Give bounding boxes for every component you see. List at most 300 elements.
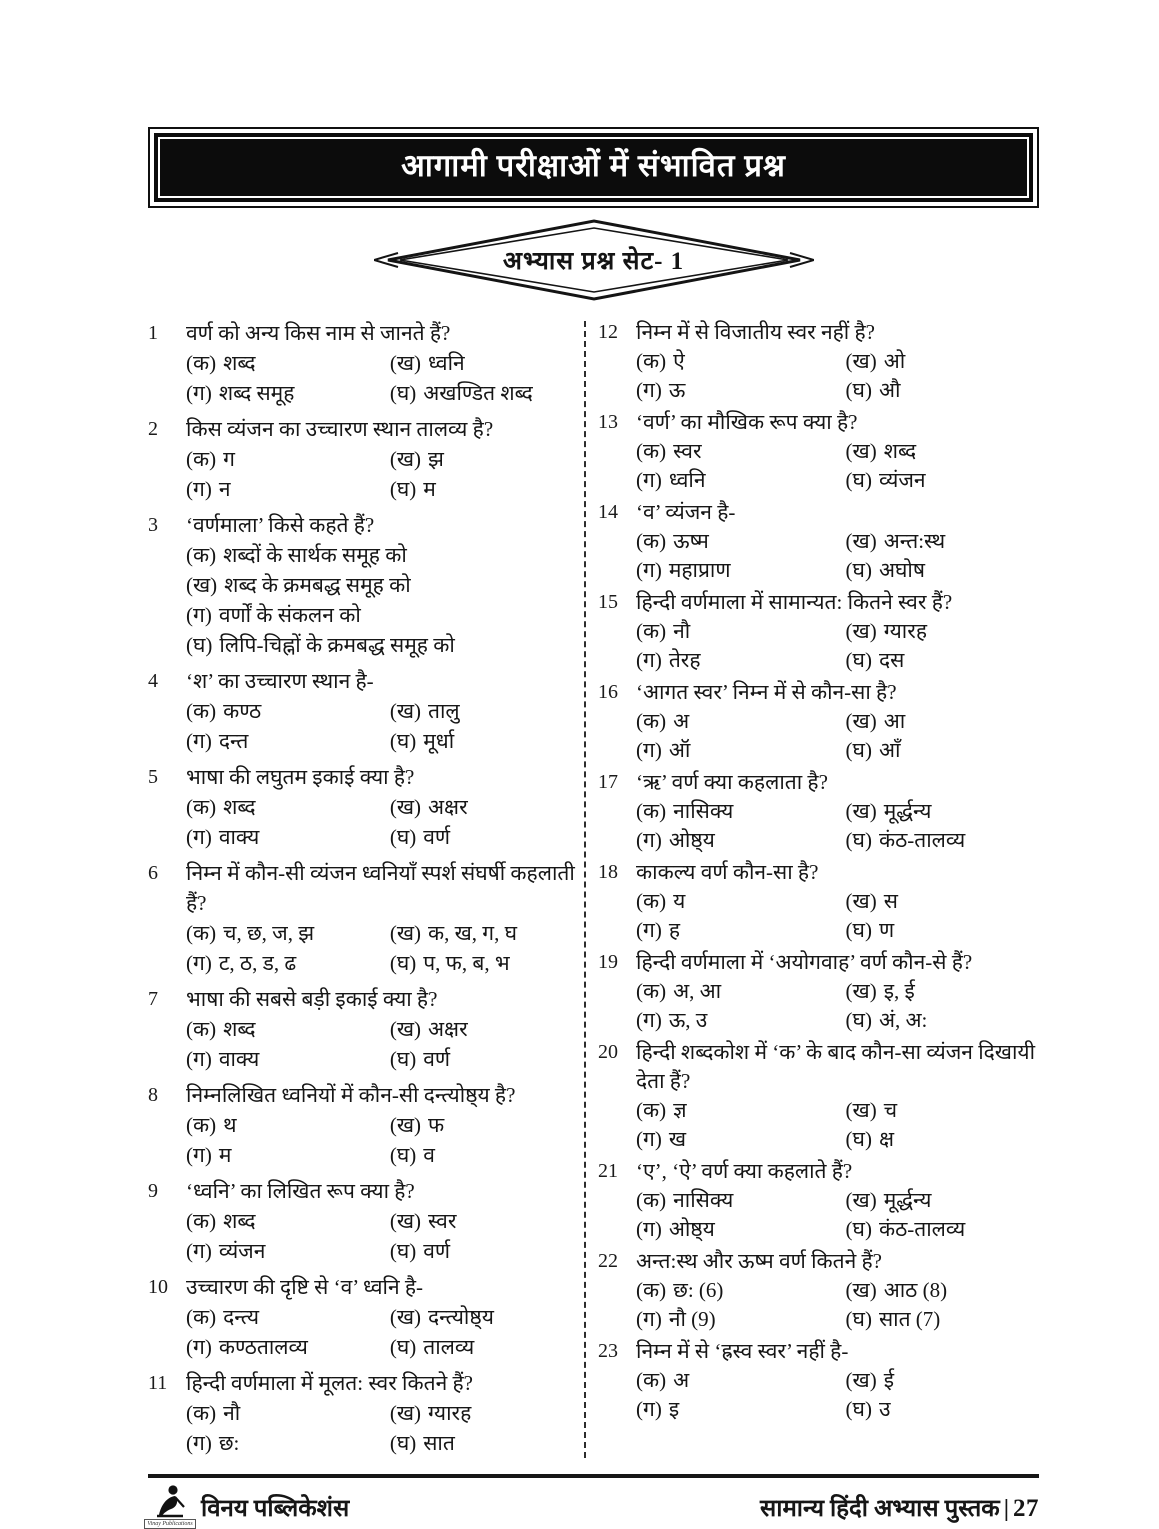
option-text: आँ: [878, 737, 901, 762]
option-label: (घ): [186, 632, 213, 657]
question-head: [148, 1368, 578, 1398]
banner: [148, 127, 1039, 208]
option-text: क्ष: [878, 1126, 895, 1151]
option-cell: [390, 444, 578, 474]
option-text: ओष्ठ्य: [668, 827, 715, 852]
question: [598, 858, 1039, 945]
option-label: (ग): [186, 476, 212, 501]
option-text: छ:: [218, 1430, 240, 1455]
option-cell: [390, 378, 578, 408]
option-label: (क): [636, 1367, 667, 1392]
option-text: य: [673, 888, 686, 913]
option-text: अन्त:स्थ: [883, 528, 946, 553]
question: [148, 318, 578, 408]
option-label: (ख): [389, 1112, 421, 1137]
option-label: (ग): [186, 1142, 212, 1167]
option-text: दन्त्योष्ठ्य: [428, 1304, 494, 1329]
question-text: हिन्दी वर्णमाला में मूलत: स्वर कितने हैं?: [186, 1370, 473, 1395]
option-label: (घ): [389, 1142, 417, 1167]
question-head: [598, 588, 1039, 617]
option-cell: [846, 347, 1039, 376]
banner-inner-frame: [158, 137, 1029, 198]
option-label: (घ): [845, 647, 872, 672]
option-label: (ख): [845, 1187, 877, 1212]
option-cell: [846, 1096, 1039, 1125]
option-label: (ग): [636, 377, 662, 402]
option-label: (ग): [636, 1306, 662, 1331]
question-number: 3: [148, 513, 158, 536]
option-text: शब्द के क्रमबद्ध समूह को: [224, 572, 411, 597]
option-cell: [186, 1428, 390, 1458]
option-label: (क): [186, 350, 217, 375]
option-label: (घ): [845, 917, 872, 942]
option-text: ऊष्म: [673, 528, 709, 553]
option-text: शब्द: [223, 350, 256, 375]
option-text: अक्षर: [428, 1016, 468, 1041]
option-cell: [636, 736, 846, 765]
option-cell: [846, 376, 1039, 405]
question: [148, 1176, 578, 1266]
option-label: (घ): [845, 377, 872, 402]
option-label: (ख): [845, 888, 877, 913]
option-label: (ख): [389, 920, 421, 945]
option-label: (ग): [636, 1396, 662, 1421]
practice-set-title: अभ्यास प्रश्न सेट- 1: [502, 247, 685, 275]
question-head: [598, 1038, 1039, 1096]
option-text: म: [218, 1142, 232, 1167]
option-cell: [186, 570, 578, 600]
option-label: (ग): [636, 737, 662, 762]
left-column: [148, 318, 578, 1464]
option-cell: [636, 797, 846, 826]
question-options: [636, 617, 1039, 675]
option-text: ओष्ठ्य: [668, 1216, 715, 1241]
question: [598, 1038, 1039, 1154]
question-text: किस व्यंजन का उच्चारण स्थान तालव्य है?: [186, 416, 494, 441]
question-options: [636, 887, 1039, 945]
option-label: (क): [186, 920, 217, 945]
option-cell: [846, 707, 1039, 736]
option-label: (ग): [636, 557, 662, 582]
option-label: (ग): [186, 602, 212, 627]
question: [148, 666, 578, 756]
question-options: [186, 792, 578, 852]
option-label: (ख): [845, 798, 877, 823]
option-text: तालव्य: [423, 1334, 475, 1359]
option-cell: [636, 1276, 846, 1305]
option-cell: [846, 1366, 1039, 1395]
option-text: प, फ, ब, भ: [423, 950, 510, 975]
option-text: च, छ, ज, झ: [223, 920, 315, 945]
option-cell: [636, 376, 846, 405]
option-label: (घ): [389, 476, 417, 501]
option-cell: [186, 918, 390, 948]
option-cell: [636, 1096, 846, 1125]
option-cell: [186, 1014, 390, 1044]
option-text: कंठ-तालव्य: [878, 1216, 966, 1241]
question-text: भाषा की लघुतम इकाई क्या है?: [186, 764, 415, 789]
option-label: (क): [186, 698, 217, 723]
option-label: (क): [636, 1277, 667, 1302]
option-cell: [186, 474, 390, 504]
option-text: ग्यारह: [428, 1400, 472, 1425]
question-options: [636, 527, 1039, 585]
option-cell: [636, 556, 846, 585]
question: [598, 1157, 1039, 1244]
option-cell: [390, 1332, 578, 1362]
question-number: 9: [148, 1179, 158, 1202]
option-text: कण्ठ: [223, 698, 262, 723]
option-cell: [186, 1206, 390, 1236]
page-title: आगामी परीक्षाओं में संभावित प्रश्न: [401, 148, 786, 183]
footer-book-info: [760, 1485, 1039, 1524]
question-options: [186, 918, 578, 978]
option-cell: [186, 1236, 390, 1266]
option-cell: [636, 1395, 846, 1424]
option-text: शब्द: [883, 438, 917, 463]
question-number: 14: [598, 500, 618, 523]
question: [148, 858, 578, 978]
option-cell: [390, 1140, 578, 1170]
option-text: वर्ण: [423, 1238, 451, 1263]
option-label: (घ): [845, 1126, 872, 1151]
question-text: ‘वर्ण’ का मौखिक रूप क्या है?: [636, 409, 858, 434]
option-text: अ: [673, 708, 690, 733]
option-label: (ग): [186, 824, 212, 849]
option-label: (ग): [636, 647, 662, 672]
option-cell: [390, 792, 578, 822]
option-text: म: [423, 476, 436, 501]
option-label: (ख): [389, 1016, 421, 1041]
question-number: 5: [148, 765, 158, 788]
option-label: (ग): [636, 1007, 662, 1032]
option-cell: [846, 1276, 1039, 1305]
question-options: [636, 1096, 1039, 1154]
option-text: ह: [668, 917, 680, 942]
option-text: कंठ-तालव्य: [878, 827, 966, 852]
question-options: [186, 1398, 578, 1458]
option-label: (घ): [389, 1430, 417, 1455]
option-label: (ख): [845, 1097, 877, 1122]
question-head: [148, 414, 578, 444]
question-text: निम्न में कौन-सी व्यंजन ध्वनियाँ स्पर्श संघर्षी कहलाती हैं?: [186, 860, 575, 915]
option-cell: [636, 1305, 846, 1334]
banner-black-slab: [154, 133, 1033, 202]
option-cell: [636, 707, 846, 736]
option-cell: [636, 1215, 846, 1244]
question-options: [636, 977, 1039, 1035]
option-label: (ग): [186, 1238, 212, 1263]
option-cell: [186, 1302, 390, 1332]
option-text: ण: [878, 917, 895, 942]
question-number: 8: [148, 1083, 158, 1106]
question-options: [186, 696, 578, 756]
question: [148, 1272, 578, 1362]
question-options: [636, 797, 1039, 855]
option-cell: [636, 1366, 846, 1395]
question-options: [186, 1302, 578, 1362]
option-cell: [186, 600, 578, 630]
option-cell: [846, 646, 1039, 675]
option-text: औ: [878, 377, 901, 402]
option-text: वर्ण: [423, 1046, 451, 1071]
question-text: ‘ऋ’ वर्ण क्या कहलाता है?: [636, 769, 828, 794]
option-text: व्यंजन: [218, 1238, 266, 1263]
option-cell: [636, 437, 846, 466]
question-options: [186, 1110, 578, 1170]
question-number: 7: [148, 987, 158, 1010]
footer-publisher: [148, 1485, 349, 1529]
option-label: (ख): [845, 1367, 877, 1392]
option-text: इ, ई: [883, 978, 915, 1003]
option-cell: [390, 1014, 578, 1044]
option-label: (ग): [636, 827, 662, 852]
option-text: क, ख, ग, घ: [428, 920, 518, 945]
option-label: (क): [636, 618, 667, 643]
option-text: शब्द समूह: [218, 380, 295, 405]
question-head: [148, 1176, 578, 1206]
option-text: दन्त: [218, 728, 249, 753]
column-divider-dashed-line: [584, 321, 586, 1458]
option-cell: [186, 792, 390, 822]
question-head: [598, 678, 1039, 707]
option-label: (ख): [845, 348, 877, 373]
option-label: (ख): [389, 1304, 421, 1329]
option-cell: [846, 437, 1039, 466]
option-label: (घ): [845, 1306, 872, 1331]
option-cell: [390, 822, 578, 852]
question-head: [148, 858, 578, 918]
option-cell: [186, 948, 390, 978]
practice-set-diamond: [374, 216, 814, 304]
question: [148, 762, 578, 852]
question-columns: [148, 318, 1039, 1464]
option-cell: [390, 1206, 578, 1236]
question-text: ‘ए’, ‘ऐ’ वर्ण क्या कहलाते हैं?: [636, 1158, 853, 1183]
question-text: निम्न में से ‘ह्रस्व स्वर’ नहीं है-: [636, 1338, 849, 1363]
option-label: (क): [636, 528, 667, 553]
option-text: वर्ण: [423, 824, 451, 849]
option-cell: [636, 1186, 846, 1215]
question-options: [186, 540, 578, 660]
option-label: (घ): [845, 467, 872, 492]
option-cell: [636, 466, 846, 495]
option-text: नौ: [673, 618, 691, 643]
option-label: (क): [186, 542, 217, 567]
option-label: (ख): [186, 572, 218, 597]
option-text: ध्वनि: [428, 350, 465, 375]
option-label: (ग): [186, 1334, 212, 1359]
option-label: (घ): [389, 950, 417, 975]
option-cell: [186, 444, 390, 474]
question-head: [148, 510, 578, 540]
question-text: ‘ध्वनि’ का लिखित रूप क्या है?: [186, 1178, 415, 1203]
option-label: (ग): [636, 917, 662, 942]
option-cell: [186, 378, 390, 408]
question-text: निम्नलिखित ध्वनियों में कौन-सी दन्त्योष्ठ्य है?: [186, 1082, 516, 1107]
question: [148, 510, 578, 660]
option-cell: [186, 726, 390, 756]
option-label: (ग): [636, 467, 662, 492]
option-label: (ग): [636, 1216, 662, 1241]
option-cell: [846, 887, 1039, 916]
question: [598, 408, 1039, 495]
option-label: (क): [636, 978, 667, 1003]
question: [598, 498, 1039, 585]
publisher-logo-icon: [153, 1485, 187, 1519]
option-cell: [636, 826, 846, 855]
option-label: (ग): [636, 1126, 662, 1151]
option-text: तालु: [428, 698, 460, 723]
option-label: (घ): [389, 1046, 417, 1071]
option-label: (क): [636, 708, 667, 733]
option-text: वर्णों के संकलन को: [218, 602, 361, 627]
option-cell: [390, 348, 578, 378]
question-head: [598, 408, 1039, 437]
option-cell: [390, 918, 578, 948]
option-label: (घ): [389, 728, 417, 753]
option-text: ओ: [883, 348, 906, 373]
option-cell: [186, 1140, 390, 1170]
question-text: ‘आगत स्वर’ निम्न में से कौन-सा है?: [636, 679, 897, 704]
option-cell: [636, 1125, 846, 1154]
question-options: [186, 348, 578, 408]
question: [148, 414, 578, 504]
question: [598, 768, 1039, 855]
option-label: (क): [636, 798, 667, 823]
option-text: फ: [428, 1112, 445, 1137]
option-text: अ: [673, 1367, 690, 1392]
book-title: सामान्य हिंदी अभ्यास पुस्तक: [760, 1495, 1000, 1522]
right-column: [598, 318, 1039, 1464]
option-cell: [636, 977, 846, 1006]
question-head: [148, 318, 578, 348]
question-head: [598, 948, 1039, 977]
question: [598, 678, 1039, 765]
option-cell: [846, 556, 1039, 585]
option-text: ज्ञ: [673, 1097, 687, 1122]
question-number: 15: [598, 590, 618, 613]
question-number: 23: [598, 1339, 618, 1362]
option-cell: [186, 1332, 390, 1362]
option-text: इ: [668, 1396, 680, 1421]
option-label: (ख): [845, 438, 877, 463]
option-text: न: [218, 476, 231, 501]
option-label: (घ): [845, 1396, 872, 1421]
option-text: थ: [223, 1112, 237, 1137]
option-text: सात (7): [878, 1306, 941, 1331]
option-cell: [846, 1395, 1039, 1424]
option-text: ऊ, उ: [668, 1007, 708, 1032]
question-options: [636, 437, 1039, 495]
option-label: (ख): [845, 1277, 877, 1302]
question: [148, 1080, 578, 1170]
option-cell: [186, 696, 390, 726]
page-number-separator: |: [1003, 1495, 1009, 1522]
option-text: शब्द: [223, 794, 256, 819]
option-cell: [636, 617, 846, 646]
option-cell: [390, 1236, 578, 1266]
question-number: 18: [598, 860, 618, 883]
option-cell: [636, 347, 846, 376]
question-head: [598, 498, 1039, 527]
option-label: (क): [636, 348, 667, 373]
question-head: [148, 984, 578, 1014]
option-text: ऐ: [673, 348, 685, 373]
option-label: (ख): [845, 708, 877, 733]
option-label: (ग): [186, 1046, 212, 1071]
option-cell: [186, 348, 390, 378]
option-text: आठ (8): [883, 1277, 948, 1302]
option-label: (ख): [845, 618, 877, 643]
option-text: सात: [423, 1430, 455, 1455]
option-text: अक्षर: [428, 794, 468, 819]
option-cell: [846, 466, 1039, 495]
option-label: (ख): [389, 698, 421, 723]
option-cell: [390, 948, 578, 978]
option-cell: [186, 540, 578, 570]
option-label: (ख): [845, 978, 877, 1003]
option-cell: [186, 822, 390, 852]
option-cell: [186, 630, 578, 660]
option-text: लिपि-चिह्नों के क्रमबद्ध समूह को: [219, 632, 455, 657]
question-text: ‘व’ व्यंजन है-: [636, 499, 736, 524]
option-cell: [846, 1125, 1039, 1154]
option-cell: [846, 736, 1039, 765]
option-cell: [846, 1215, 1039, 1244]
question-number: 19: [598, 950, 618, 973]
option-cell: [846, 1186, 1039, 1215]
option-cell: [846, 617, 1039, 646]
option-cell: [186, 1398, 390, 1428]
option-label: (घ): [389, 380, 417, 405]
option-label: (ग): [186, 380, 212, 405]
question-options: [186, 1014, 578, 1074]
option-text: व: [423, 1142, 435, 1167]
option-text: दस: [878, 647, 905, 672]
option-text: ख: [668, 1126, 686, 1151]
option-cell: [390, 1302, 578, 1332]
question-number: 4: [148, 669, 158, 692]
option-text: व्यंजन: [878, 467, 926, 492]
question-text: अन्त:स्थ और ऊष्म वर्ण कितने हैं?: [636, 1248, 883, 1273]
option-label: (घ): [389, 1334, 417, 1359]
option-text: स्वर: [428, 1208, 457, 1233]
option-text: उ: [878, 1396, 891, 1421]
question-head: [148, 1080, 578, 1110]
option-label: (घ): [845, 737, 872, 762]
option-text: च: [883, 1097, 898, 1122]
option-text: वाक्य: [218, 1046, 260, 1071]
question-number: 6: [148, 861, 158, 884]
option-cell: [846, 826, 1039, 855]
option-label: (घ): [389, 1238, 417, 1263]
option-text: नासिक्य: [673, 1187, 734, 1212]
option-cell: [636, 1006, 846, 1035]
option-text: नौ: [223, 1400, 241, 1425]
option-label: (ख): [389, 446, 421, 471]
question-head: [598, 1337, 1039, 1366]
question-options: [636, 1366, 1039, 1424]
option-label: (क): [636, 888, 667, 913]
question-text: ‘वर्णमाला’ किसे कहते हैं?: [186, 512, 375, 537]
option-cell: [636, 646, 846, 675]
option-cell: [846, 1305, 1039, 1334]
question: [598, 588, 1039, 675]
question-options: [186, 1206, 578, 1266]
option-label: (ग): [186, 1430, 212, 1455]
option-text: ऊ: [668, 377, 686, 402]
